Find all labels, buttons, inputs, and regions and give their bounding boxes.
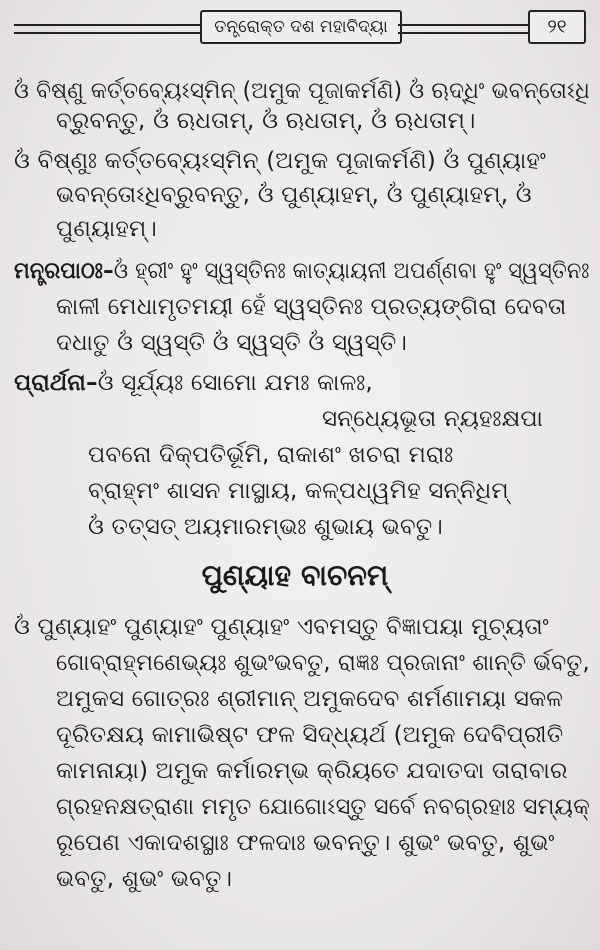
page-number: ୨୧ [528,10,586,44]
page-header [14,10,586,44]
verse-line: ବ୍ରାହ୍ମଂ ଶାସନ ମାସ୍ଥାୟ, କଳ୍ପଧ୍ୱମିହ ସନ୍ନିଧିମ୍ [88,478,509,504]
text-line: ରୂପେଣ ଏକାଦଶସ୍ଥାଃ ଫଳଦାଃ ଭବନ୍ତୁ। ଶୁଭଂ ଭବତୁ, ଶୁଭଂ [56,830,555,856]
text-line: ଓଁ ବିଷ୍ଣୁ କର୍ତ୍ତବ୍ୟେଽସ୍ମିନ୍ (ଅମୁକ ପୂଜାକର୍ମଣି) ଓଁ ଋଦ୍ଧିଂ ଭବନ୍ତୋଽଧି [14,78,590,104]
text-line: ଅମୁକସ ଗୋତ୍ରଃ ଶ୍ରୀମାନ୍ ଅମୁକଦେବ ଶର୍ମଣାମୟା ସକଳ [56,686,564,712]
prayer-text: ଓଁ ସୂର୍ଯ୍ୟଃ ସୋମୋ ଯମଃ କାଳଃ, [97,370,373,396]
prayer-line [14,368,373,398]
text-line: ଗୋବ୍ରାହ୍ମଣେଭ୍ୟଃ ଶୁଭଂଭବତୁ, ରାଜ୍ଞଃ ପ୍ରଜାନାଂ ଶାନ୍ତି ର୍ଭବତୁ, [56,650,590,676]
text-line: ଓଁ ବିଷ୍ଣୁଃ କର୍ତ୍ତବ୍ୟେଽସ୍ମିନ୍ (ଅମୁକ ପୂଜାକର୍ମଣି) ଓଁ ପୁଣ୍ୟାହଂ [14,148,546,174]
header-rule-left [14,24,200,34]
prayer-label: ପ୍ରାର୍ଥନା– [14,370,98,396]
mantra-text: ଓଁ ହ୍ରୀଂ ହୁଂ ସ୍ୱସ୍ତିନଃ କାତ୍ୟାୟନୀ ଅପର୍ଣ୍ଣବା ହୁଂ ସ୍ୱସ୍ତିନଃ [113,258,590,284]
text-line: ବ୍ରୁବନ୍ତୁ, ଓଁ ଋଧତାମ୍, ଓଁ ଋଧତାମ୍, ଓଁ ଋଧତାମ୍। [56,108,476,134]
mantra-line [14,256,590,286]
running-title: ତନ୍ତ୍ରୋକ୍ତ ଦଶ ମହାବିଦ୍ୟା [200,10,402,44]
mantra-label: ମନ୍ତ୍ରପାଠଃ– [14,258,114,284]
verse-line: ପବନୋ ଦିକ୍‌ପତିର୍ଭୂମି, ରାକାଶଂ ଖଚରା ମରାଃ [88,442,454,468]
verse-line: ଓଁ ତତ୍‌ସତ୍ ଅୟମାରମ୍ଭଃ ଶୁଭାୟ ଭବତୁ। [88,514,443,540]
header-rule-right [398,24,528,34]
text-line: ପୁଣ୍ୟାହମ୍। [56,216,157,242]
text-line: କାଳୀ ମେଧାମୃତମୟୀ ହେଁ ସ୍ୱସ୍ତିନଃ ପ୍ରତ୍ୟଙ୍ଗିରା ଦେବତା [56,294,567,320]
text-line: କାମନାୟା) ଅମୁକ କର୍ମାରମ୍ଭ କ୍ରିୟତେ ଯଦାତଦା ତାରାବାର [56,758,568,784]
text-line: ଭବତୁ, ଶୁଭଂ ଭବତୁ। [56,866,233,892]
text-line: ଦଧାତୁ ଓଁ ସ୍ୱସ୍ତି ଓଁ ସ୍ୱସ୍ତି ଓଁ ସ୍ୱସ୍ତି। [56,330,408,356]
section-heading: ପୁଣ୍ୟାହ ବାଚନମ୍ [201,558,389,592]
text-line: ଗ୍ରହନକ୍ଷତ୍ରାଣା ମମୃତ ଯୋଗୋଽସ୍ତୁ ସର୍ବେ ନବଗ୍ରହାଃ ସମ୍ୟକ୍ [56,794,590,820]
text-line: ଦୂରିତକ୍ଷୟ କାମାଭିଷ୍ଟ ଫଳ ସିଦ୍ଧ୍ୟର୍ଥ (ଅମୁକ ଦେବିପ୍ରୀତି [56,722,564,748]
text-line: ଭବନ୍ତୋଽଧିବ୍ରୁବନ୍ତୁ, ଓଁ ପୁଣ୍ୟାହମ୍, ଓଁ ପୁଣ୍ୟାହମ୍, ଓଁ [56,182,532,208]
text-line: ଓଁ ପୁଣ୍ୟାହଂ ପୁଣ୍ୟାହଂ ପୁଣ୍ୟାହଂ ଏବମସ୍ତୁ ବିଜ୍ଞାପୟା ମୁଚ୍ୟତାଂ [14,614,549,640]
verse-line: ସନ୍ଧ୍ୟେଭୂତା ନ୍ୟହଃକ୍ଷପା [322,406,544,432]
